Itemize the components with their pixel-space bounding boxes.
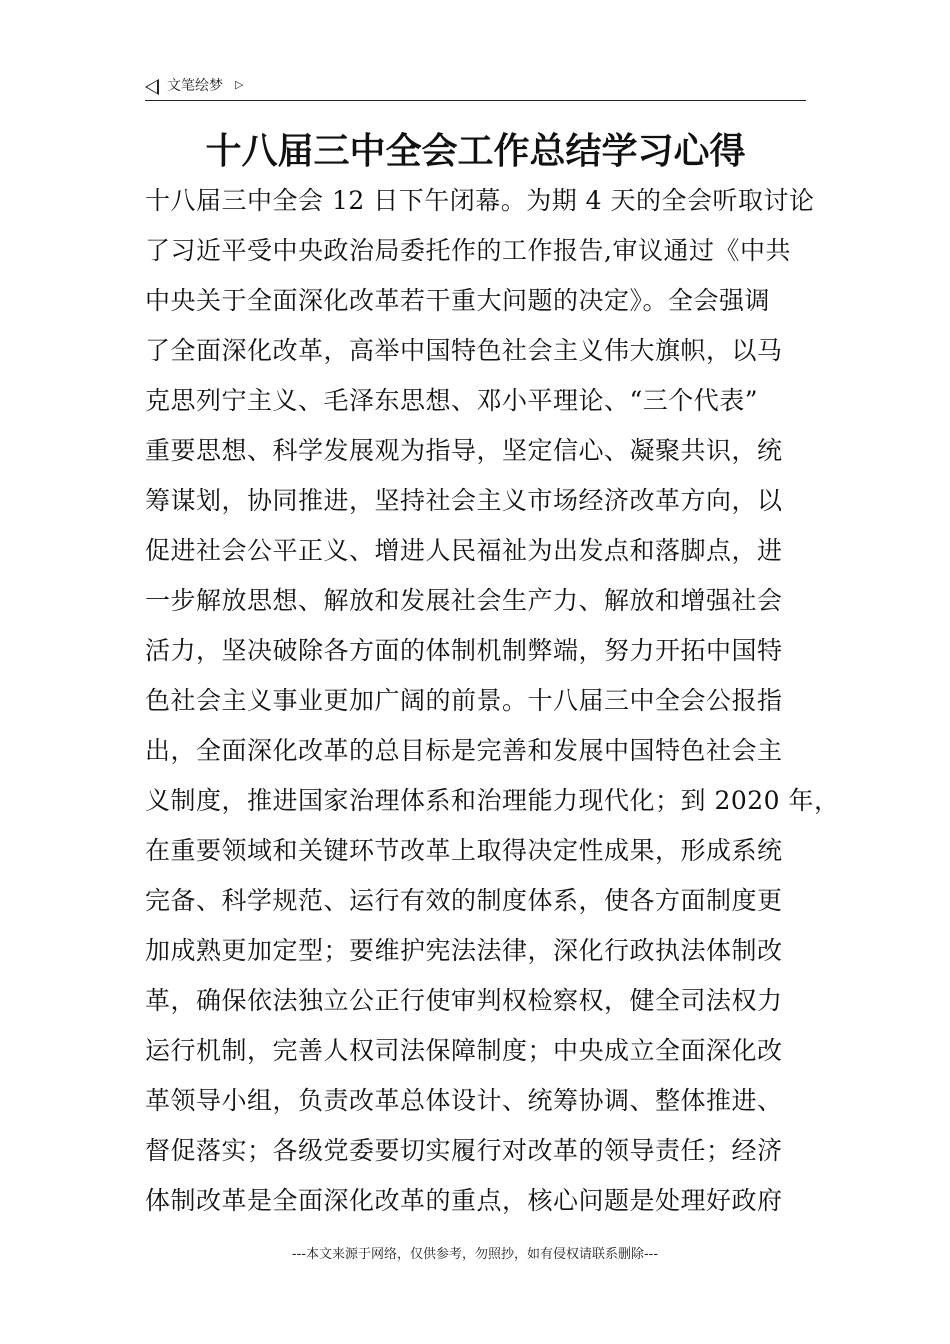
body-line: 了全面深化改革，高举中国特色社会主义伟大旗帜，以马 [145, 336, 783, 365]
body-line: 督促落实；各级党委要切实履行对改革的领导责任；经济 [145, 1136, 783, 1165]
header-brand: 文笔绘梦 [167, 78, 223, 94]
body-line: 出，全面深化改革的总目标是完善和发展中国特色社会主 [145, 736, 783, 765]
body-line: 了习近平受中央政治局委托作的工作报告,审议通过《中共 [145, 236, 791, 265]
body-line: 活力，坚决破除各方面的体制机制弊端，努力开拓中国特 [145, 636, 783, 665]
body-line: 义制度，推进国家治理体系和治理能力现代化；到 2020 年， [145, 786, 840, 815]
body-line: 加成熟更加定型；要维护宪法法律，深化行政执法体制改 [145, 936, 783, 965]
body-line: 色社会主义事业更加广阔的前景。十八届三中全会公报指 [145, 686, 783, 715]
triangle-right-icon: ▷ [235, 78, 244, 91]
body-line: 十八届三中全会 12 日下午闭幕。为期 4 天的全会听取讨论 [145, 186, 815, 215]
body-line: 革领导小组，负责改革总体设计、统筹协调、整体推进、 [145, 1086, 783, 1115]
body-line: 在重要领域和关键环节改革上取得决定性成果，形成系统 [145, 836, 783, 865]
body-line: 体制改革是全面深化改革的重点，核心问题是处理好政府 [145, 1186, 783, 1215]
document-title: 十八届三中全会工作总结学习心得 [205, 131, 746, 172]
document-body [145, 182, 840, 1232]
footer-notice: ---本文来源于网络，仅供参考，勿照抄，如有侵权请联系删除--- [291, 1247, 659, 1262]
page-header [145, 76, 806, 101]
body-line: 运行机制，完善人权司法保障制度；中央成立全面深化改 [145, 1036, 783, 1065]
triangle-left-icon [145, 79, 159, 95]
body-line: 一步解放思想、解放和发展社会生产力、解放和增强社会 [145, 586, 783, 615]
body-line: 完备、科学规范、运行有效的制度体系，使各方面制度更 [145, 886, 783, 915]
body-line: 筹谋划，协同推进，坚持社会主义市场经济改革方向，以 [145, 486, 783, 515]
body-line: 重要思想、科学发展观为指导，坚定信心、凝聚共识，统 [145, 436, 783, 465]
body-line: 促进社会公平正义、增进人民福祉为出发点和落脚点，进 [145, 536, 783, 565]
body-line: 革，确保依法独立公正行使审判权检察权，健全司法权力 [145, 986, 783, 1015]
body-line: 中央关于全面深化改革若干重大问题的决定》。全会强调 [145, 286, 771, 315]
body-line: 克思列宁主义、毛泽东思想、邓小平理论、“三个代表” [145, 386, 759, 415]
